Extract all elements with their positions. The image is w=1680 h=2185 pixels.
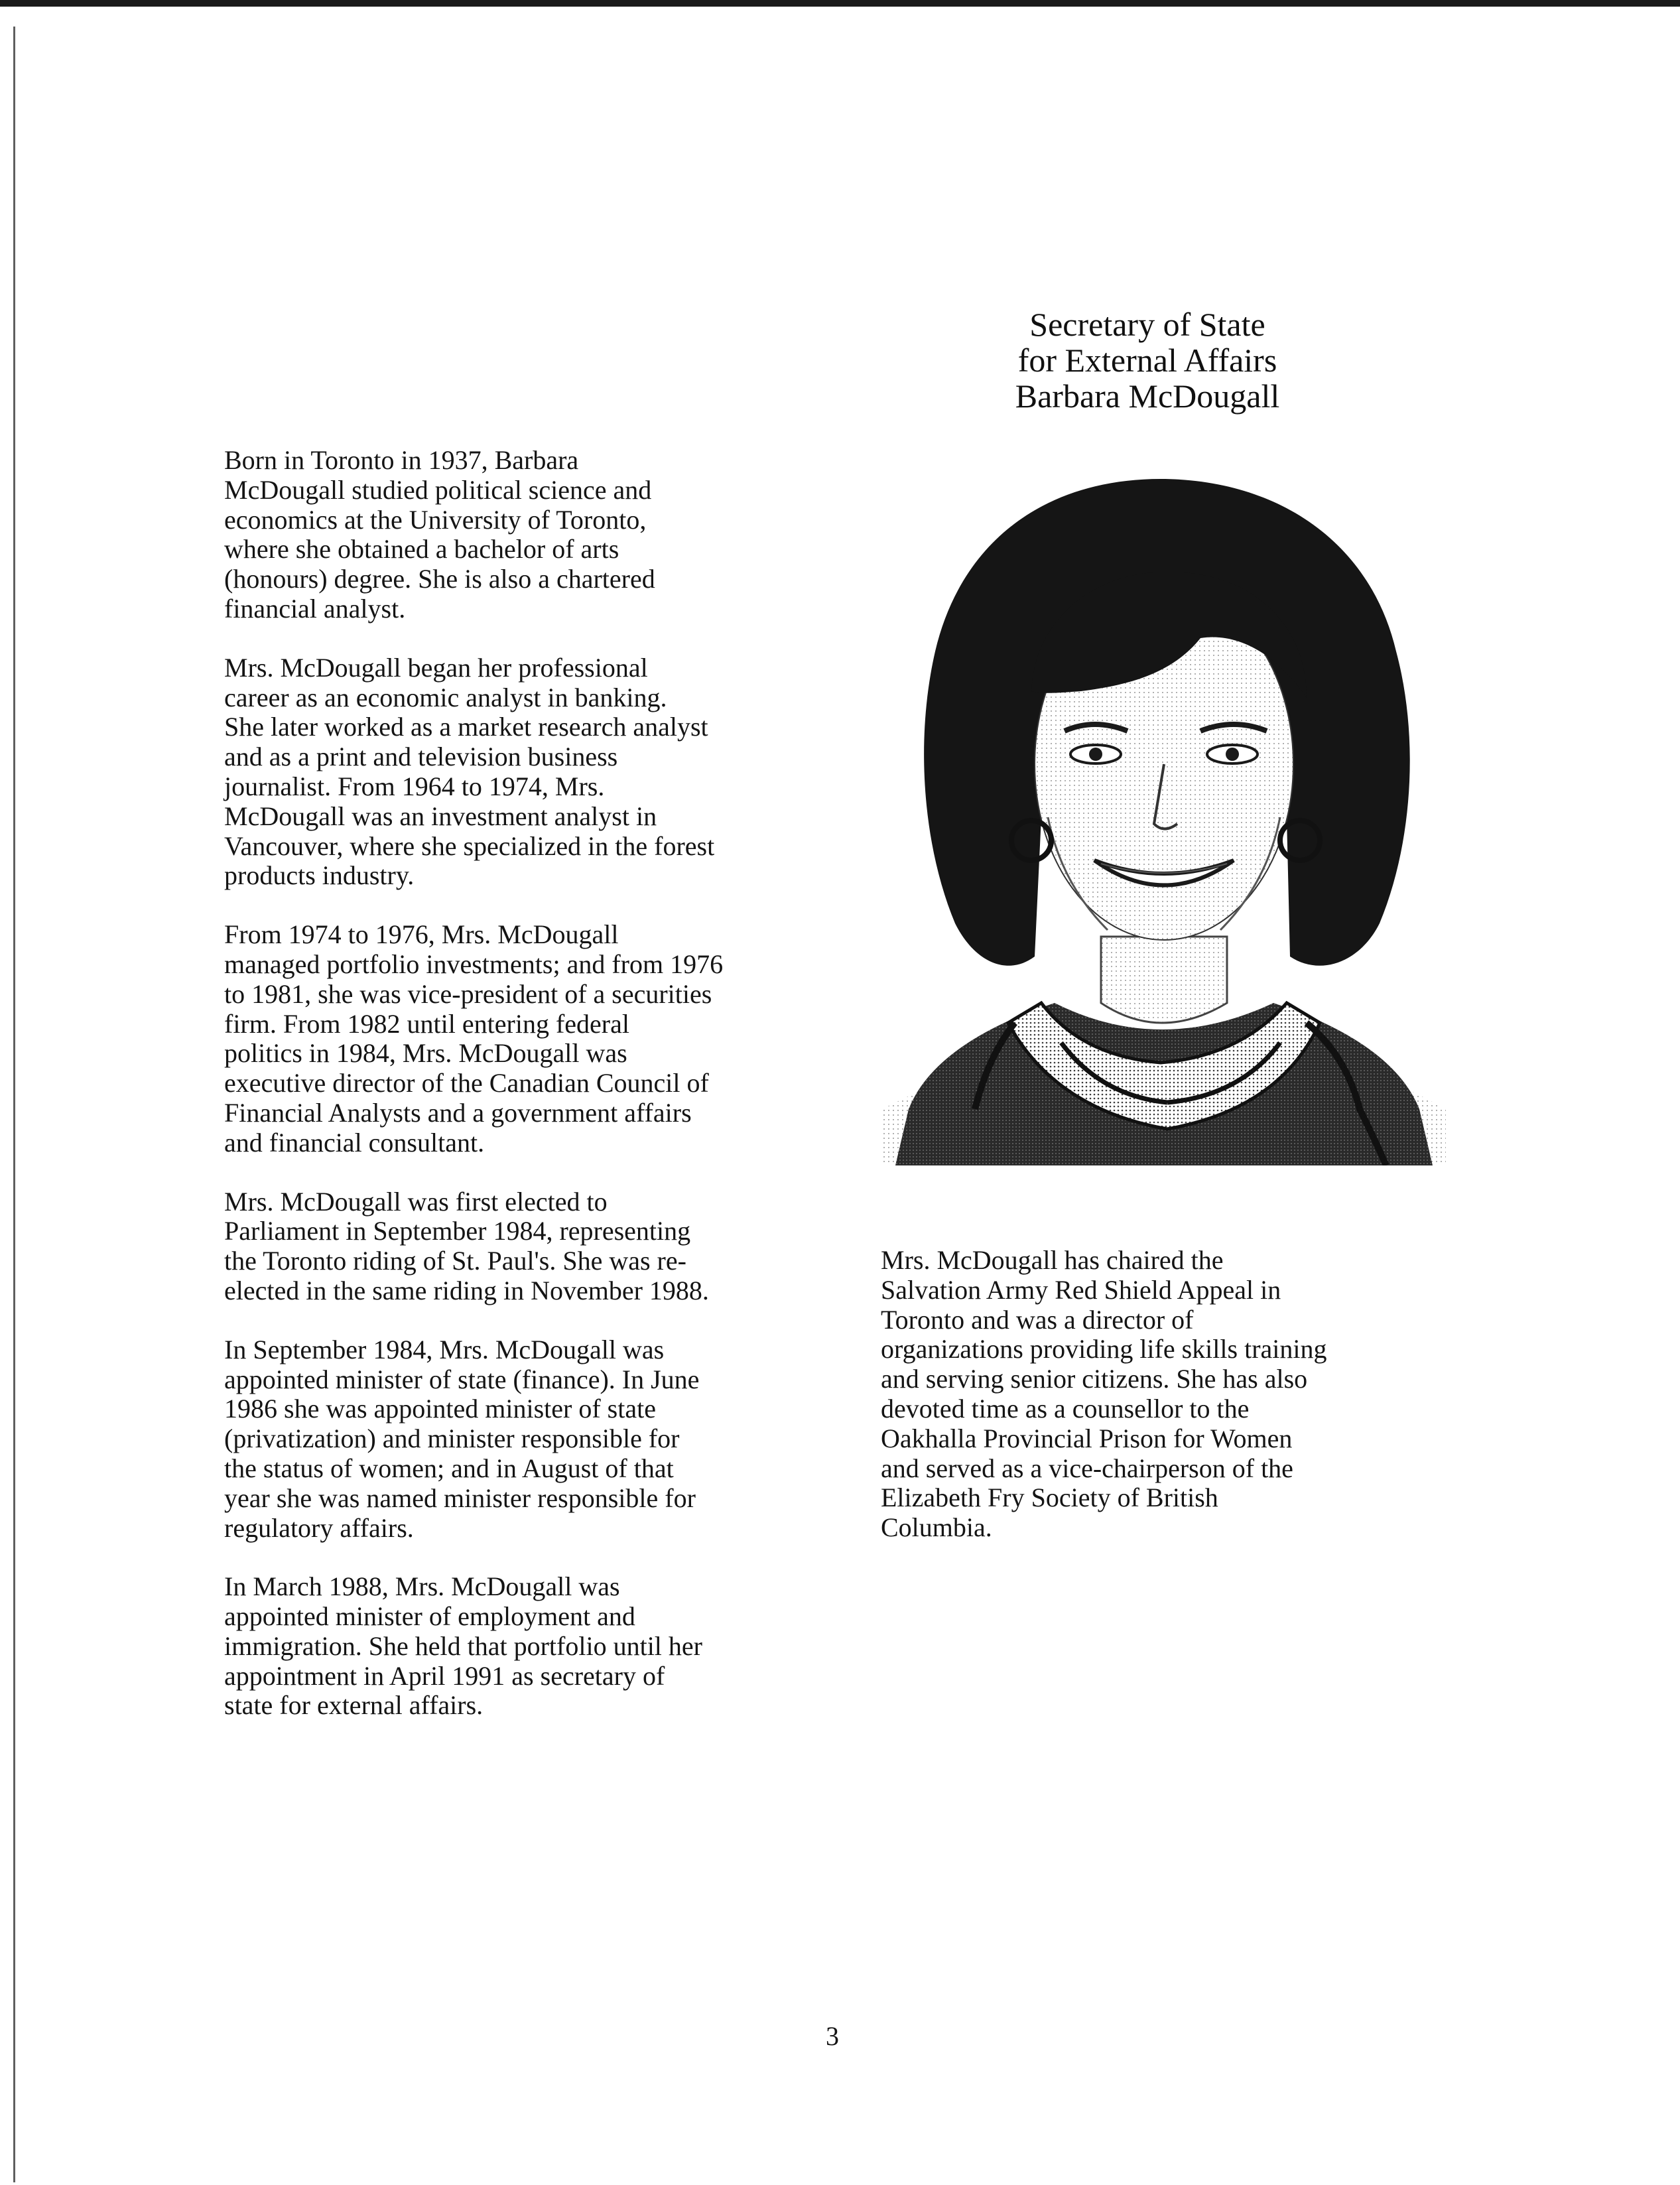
- scan-left-edge: [13, 27, 15, 2182]
- heading-line-name: Barbara McDougall: [1015, 377, 1280, 415]
- right-text-column: [881, 1246, 1411, 1572]
- heading-line-portfolio: for External Affairs: [1017, 342, 1277, 379]
- left-text-column: [224, 446, 808, 1750]
- paragraph-community-service: Mrs. McDougall has chaired the Salvation Army Red Shield Appeal in Toronto and was a director of organizations providing life skills training and serving senior citizens. She has also devoted time as a counsellor to the Oakhalla Provincial Prison for Women and served as a vice-chairperson of the Elizabeth Fry Society of British Columbia.: [881, 1245, 1327, 1543]
- scan-top-edge: [0, 0, 1680, 7]
- heading-line-title: Secretary of State: [1029, 306, 1265, 343]
- paragraph-external-affairs: In March 1988, Mrs. McDougall was appointed minister of employment and immigration. She held that portfolio until her appointment in April 1991 as secretary of state for external affairs.: [224, 1571, 702, 1721]
- paragraph-ministerial-appointments: In September 1984, Mrs. McDougall was appointed minister of state (finance). In June 1986 she was appointed minister of state (privatization) and minister responsible for the status of women; and in August of that year she was named minister responsible for regulatory affairs.: [224, 1334, 700, 1543]
- page-heading: [915, 306, 1380, 414]
- portrait-photo: [882, 472, 1446, 1165]
- paragraph-early-life: Born in Toronto in 1937, Barbara McDougall studied political science and economics at the University of Toronto, where she obtained a bachelor of arts (honours) degree. She is also a chartered financial analyst.: [224, 445, 655, 624]
- page-number: 3: [826, 2021, 839, 2051]
- paragraph-early-career: Mrs. McDougall began her professional career as an economic analyst in banking. She later worked as a market research analyst and as a print and television business journalist. From 1964 to 1974, Mrs. McDougall was an investment analyst in Vancouver, where she specialized in the forest products industry.: [224, 652, 715, 891]
- paragraph-election: Mrs. McDougall was first elected to Parliament in September 1984, representing the Toronto riding of St. Paul's. She was re- elected in the same riding in November 1988.: [224, 1186, 709, 1305]
- paragraph-investments: From 1974 to 1976, Mrs. McDougall managed portfolio investments; and from 1976 to 1981, she was vice-president of a securities firm. From 1982 until entering federal politics in 1984, Mrs. McDougall was executive director of the Canadian Council of Financial Analysts and a government affairs and financial consultant.: [224, 919, 724, 1158]
